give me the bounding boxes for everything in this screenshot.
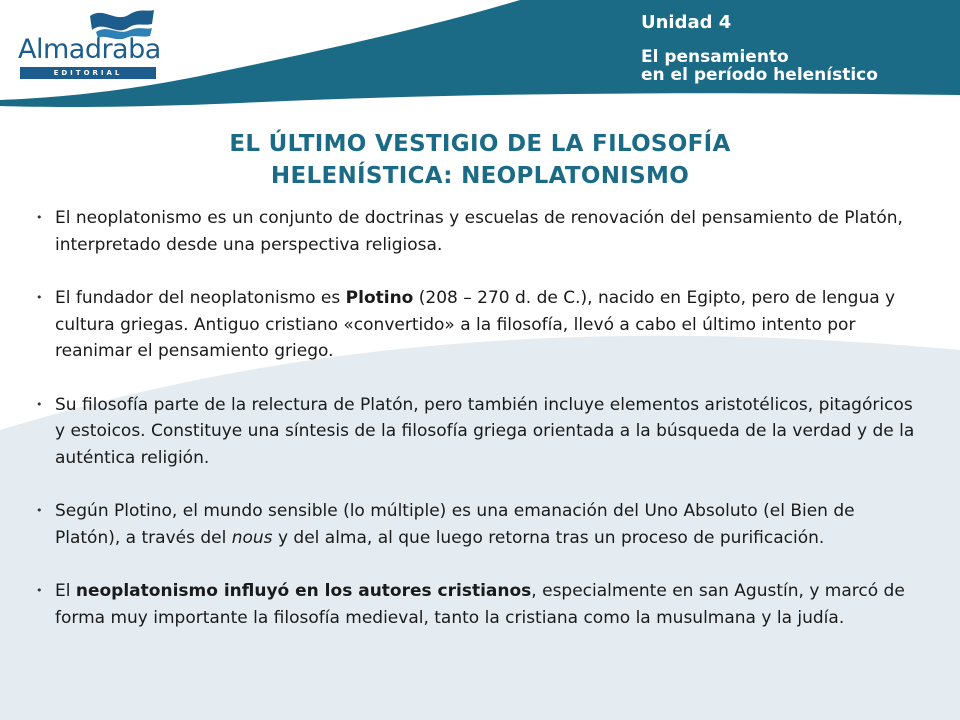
slide-title: EL ÚLTIMO VESTIGIO DE LA FILOSOFÍA HELENÍSTICA: NEOPLATONISMO	[229, 131, 731, 189]
bold-text: neoplatonismo influyó en los autores cristianos	[75, 581, 532, 601]
bullet-text: y del alma, al que luego retorna tras un proceso de purificación.	[272, 527, 825, 548]
bullet-text: Su filosofía parte de la relectura de Platón, pero también incluye elementos aristotélicos, pitagóricos y estoicos. Constituye una síntesis de la filosofía griega orientada a la búsqueda de la verdad y de la auténtica religión.	[55, 394, 915, 468]
unit-info	[641, 12, 878, 84]
bullet-dot-icon: •	[36, 584, 43, 597]
bullet-text: (208 – 270 d. de C.), nacido en Egipto, pero de lengua y cultura griegas. Antiguo cristiano «convertido» a la filosofía, llevó a cabo el último intento por reanimar el pensamiento griego.	[55, 288, 896, 361]
logo-wordmark: Almadraba	[18, 34, 161, 65]
bold-text: Plotino	[345, 288, 414, 308]
bullet-dot-icon: •	[36, 211, 43, 224]
publisher-logo	[16, 6, 161, 76]
bullet-text: El fundador del neoplatonismo es	[55, 288, 346, 308]
unit-title: Unidad 4	[641, 12, 732, 33]
bullet-list	[36, 205, 916, 658]
bullet-item	[36, 392, 916, 472]
bullet-dot-icon: •	[36, 504, 43, 517]
bullet-text: , especialmente en san Agustín, y marcó de forma muy importante la filosofía medieval, tanto la cristiana como la musulmana y la judía.	[55, 581, 905, 628]
logo-subtitle-bar	[20, 67, 156, 79]
bullet-dot-icon: •	[36, 291, 43, 304]
logo-subtitle: EDITORIAL	[53, 69, 123, 77]
unit-subtitle: El pensamiento en el período helenístico	[641, 47, 878, 85]
bullet-dot-icon: •	[36, 397, 43, 411]
bullet-text: El	[55, 581, 76, 601]
bullet-item	[36, 285, 916, 365]
bullet-item	[36, 578, 916, 631]
bullet-item	[36, 205, 916, 258]
bullet-text: Según Plotino, el mundo sensible (lo múltiple) es una emanación del Uno Absoluto (el Bien de Platón), a través del	[55, 501, 855, 548]
bullet-text: El neoplatonismo es un conjunto de doctrinas y escuelas de renovación del pensamiento de Platón, interpretado desde una perspectiva religiosa.	[55, 208, 903, 255]
bullet-item	[36, 498, 916, 551]
italic-text: nous	[231, 527, 273, 548]
